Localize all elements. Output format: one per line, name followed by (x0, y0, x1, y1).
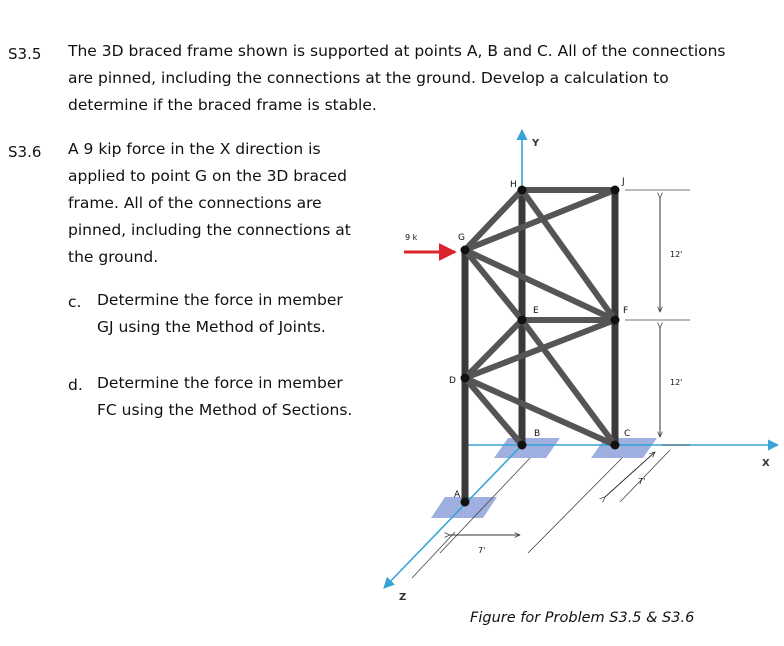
part-d-letter: d. (68, 376, 83, 394)
joint-e (518, 316, 527, 325)
part-c-letter: c. (68, 293, 82, 311)
joint-d (461, 374, 470, 383)
node-label-h: H (510, 180, 517, 190)
problem-s36-line-2: applied to point G on the 3D braced (68, 167, 347, 185)
dimension-lower-label: 12' (670, 378, 683, 387)
problem-s36-line-5: the ground. (68, 248, 159, 266)
dimension-depth (605, 452, 655, 497)
problem-s35-line-3: determine if the braced frame is stable. (68, 96, 377, 114)
x-axis-label: X (762, 458, 770, 469)
node-label-a: A (454, 490, 461, 500)
problem-s36-line-3: frame. All of the connections are (68, 194, 322, 212)
node-label-b: B (534, 429, 541, 439)
z-axis-label: Z (399, 592, 407, 603)
node-label-f: F (623, 306, 629, 316)
part-c-line-1: Determine the force in member (97, 291, 343, 309)
problem-s36-line-1: A 9 kip force in the X direction is (68, 140, 321, 158)
problem-s35-line-2: are pinned, including the connections at the ground. Develop a calculation to (68, 69, 669, 87)
part-d-line-2: FC using the Method of Sections. (97, 401, 353, 419)
node-label-e: E (533, 306, 539, 316)
node-label-d: D (449, 376, 456, 386)
figure-caption: Figure for Problem S3.5 & S3.6 (470, 610, 695, 626)
part-c-line-2: GJ using the Method of Joints. (97, 318, 326, 336)
dimension-width-label: 7' (478, 546, 486, 555)
node-label-c: C (624, 429, 631, 439)
dimension-depth-label: 7' (638, 477, 646, 486)
y-axis-label: Y (532, 138, 540, 149)
joint-c (611, 441, 620, 450)
node-label-g: G (458, 233, 465, 243)
support-plate-b (494, 438, 560, 458)
problem-number-s35: S3.5 (8, 45, 42, 63)
dimension-upper-label: 12' (670, 250, 683, 259)
part-d-line-1: Determine the force in member (97, 374, 343, 392)
joint-j (611, 186, 620, 195)
joint-a (461, 498, 470, 507)
force-label: 9 k (405, 233, 418, 242)
problem-number-s36: S3.6 (8, 143, 42, 161)
joint-b (518, 441, 527, 450)
z-axis (384, 445, 522, 588)
joint-h (518, 186, 527, 195)
joint-f (611, 316, 620, 325)
problem-s35-line-1: The 3D braced frame shown is supported at points A, B and C. All of the connections (68, 42, 726, 60)
problem-s36-line-4: pinned, including the connections at (68, 221, 351, 239)
dimension-extension-lines (625, 190, 690, 445)
node-label-j: J (622, 177, 625, 187)
joint-g (461, 246, 470, 255)
